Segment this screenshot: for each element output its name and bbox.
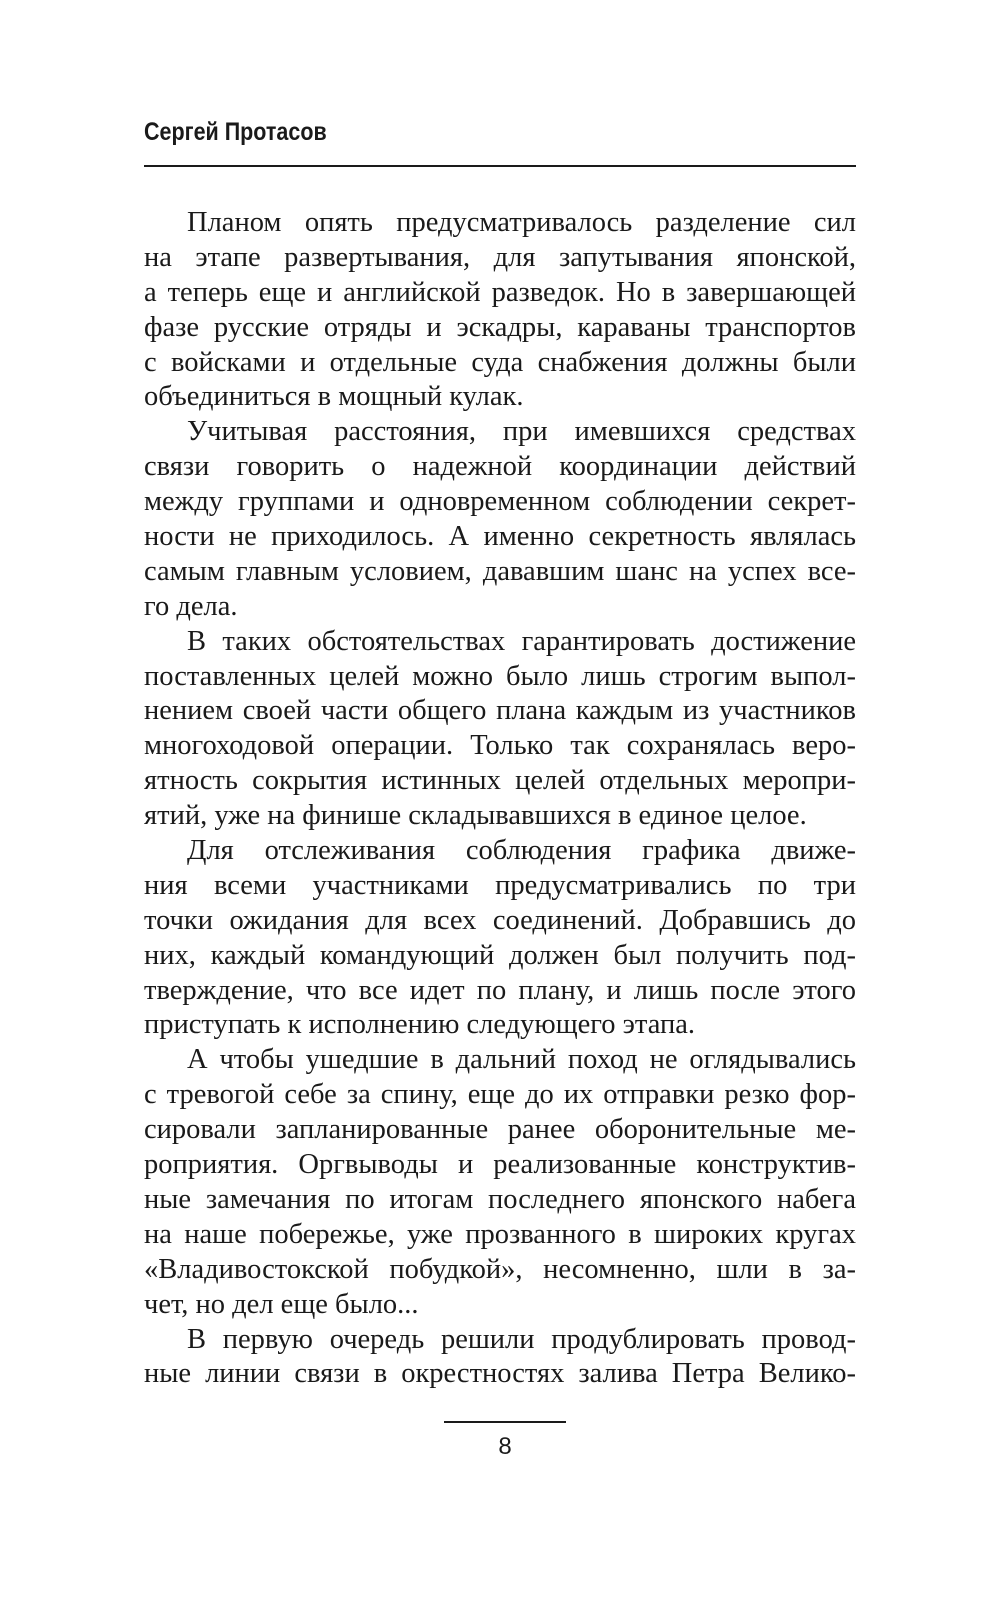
text-line: «Владивостокской побудкой», несомненно, шли в за-	[144, 1253, 856, 1285]
text-line: ности не приходилось. А именно секретность являлась	[144, 521, 856, 553]
text-line: с тревогой себе за спину, еще до их отправки резко фор-	[144, 1079, 856, 1111]
text-line: сировали запланированные ранее оборонительные ме-	[144, 1114, 856, 1146]
paragraph-5	[144, 1043, 856, 1322]
text-line: ния всеми участниками предусматривались по три	[144, 869, 856, 901]
text-line: А чтобы ушедшие в дальний поход не оглядывались	[187, 1044, 856, 1076]
body-text	[144, 206, 856, 1392]
text-line: тверждение, что все идет по плану, и лишь после этого	[144, 974, 856, 1006]
paragraph-1	[144, 206, 856, 415]
text-line: Для отслеживания соблюдения графика движе-	[187, 835, 856, 867]
text-line: нением своей части общего плана каждым из участников	[144, 695, 856, 727]
text-line: поставленных целей можно было лишь строгим выпол-	[144, 660, 856, 692]
text-line: а теперь еще и английской разведок. Но в завершающей	[144, 276, 856, 308]
running-head-author: Сергей Протасов	[144, 118, 327, 146]
page-number: 8	[498, 1433, 512, 1460]
header-rule	[144, 165, 856, 167]
text-line: между группами и одновременном соблюдении секрет-	[144, 486, 856, 518]
text-line: с войсками и отдельные суда снабжения должны были	[144, 346, 856, 378]
text-line: многоходовой операции. Только так сохранялась веро-	[144, 730, 856, 762]
text-line: на наше побережье, уже прозванного в широких кругах	[144, 1218, 856, 1250]
paragraph-4	[144, 834, 856, 1043]
text-line: В таких обстоятельствах гарантировать достижение	[187, 625, 856, 657]
text-line: приступать к исполнению следующего этапа.	[144, 1009, 695, 1041]
text-line: ятий, уже на финише складывавшихся в единое целое.	[144, 800, 807, 832]
text-line: ные линии связи в окрестностях залива Петра Велико-	[144, 1358, 856, 1390]
text-line: объединиться в мощный кулак.	[144, 381, 524, 413]
text-line: на этапе развертывания, для запутывания японской,	[144, 241, 856, 273]
text-line: фазе русские отряды и эскадры, караваны транспортов	[144, 311, 856, 343]
text-line: ные замечания по итогам последнего японского набега	[144, 1183, 856, 1215]
paragraph-6	[144, 1323, 856, 1393]
text-line: В первую очередь решили продублировать провод-	[187, 1323, 856, 1355]
text-line: чет, но дел еще было...	[144, 1288, 419, 1320]
text-line: ятность сокрытия истинных целей отдельных меропри-	[144, 765, 856, 797]
footer-rule	[444, 1421, 566, 1423]
text-line: Планом опять предусматривалось разделение сил	[187, 207, 856, 238]
text-line: роприятия. Оргвыводы и реализованные конструктив-	[144, 1149, 856, 1181]
text-line: го дела.	[144, 590, 238, 622]
text-line: самым главным условием, дававшим шанс на успех все-	[144, 555, 856, 587]
paragraph-3	[144, 625, 856, 834]
text-line: точки ожидания для всех соединений. Добравшись до	[144, 904, 856, 936]
text-line: Учитывая расстояния, при имевшихся средствах	[187, 416, 856, 448]
text-line: них, каждый командующий должен был получить под-	[144, 939, 856, 971]
paragraph-2	[144, 415, 856, 624]
text-line: связи говорить о надежной координации действий	[144, 451, 856, 483]
